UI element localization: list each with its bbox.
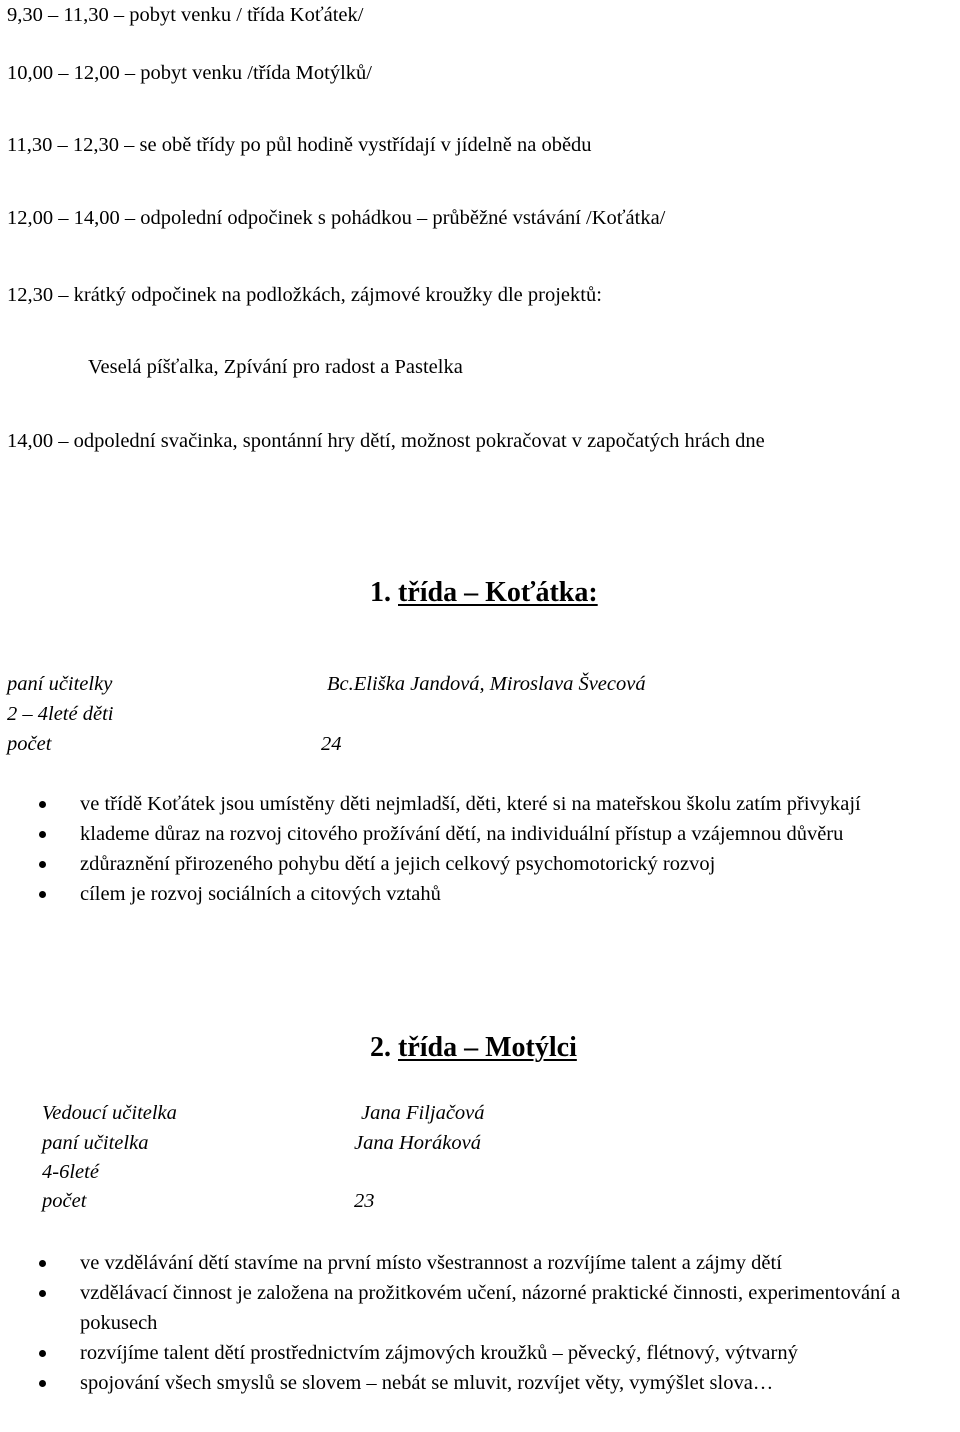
class2-number: 2. <box>370 1032 391 1063</box>
class2-count-label: počet <box>42 1190 87 1212</box>
class1-count-value: 24 <box>321 733 342 755</box>
list-item: cílem je rozvoj sociálních a citových vztahů <box>38 879 958 909</box>
schedule-line: 12,00 – 14,00 – odpolední odpočinek s pohádkou – průběžné vstávání /Koťátka/ <box>7 207 666 229</box>
list-item: rozvíjíme talent dětí prostřednictvím zájmových kroužků – pěvecký, flétnový, výtvarný <box>38 1338 958 1368</box>
class2-count-value: 23 <box>354 1190 375 1212</box>
schedule-line: 14,00 – odpolední svačinka, spontánní hry dětí, možnost pokračovat v započatých hrách dne <box>7 430 765 452</box>
class2-age: 4-6leté <box>42 1161 99 1183</box>
list-item: zdůraznění přirozeného pohybu dětí a jejich celkový psychomotorický rozvoj <box>38 849 958 879</box>
list-item: vzdělávací činnost je založena na prožitkovém učení, názorné praktické činnosti, experimentování a pokusech <box>38 1278 958 1338</box>
class2-lead-label: Vedoucí učitelka <box>42 1102 177 1124</box>
schedule-line: 12,30 – krátký odpočinek na podložkách, zájmové kroužky dle projektů: <box>7 284 602 306</box>
class1-number: 1. <box>370 577 391 608</box>
list-item: ve třídě Koťátek jsou umístěny děti nejmladší, děti, které si na mateřskou školu zatím přivykají <box>38 789 958 819</box>
class1-teachers-label: paní učitelky <box>7 673 113 695</box>
class1-heading <box>370 576 598 610</box>
class2-title: třída – Motýlci <box>398 1032 577 1063</box>
class2-teacher-value: Jana Horáková <box>354 1132 481 1154</box>
class1-teachers-value: Bc.Eliška Jandová, Miroslava Švecová <box>327 673 646 695</box>
schedule-line: 9,30 – 11,30 – pobyt venku / třída Koťátek/ <box>7 4 364 26</box>
schedule-line-continuation: Veselá píšťalka, Zpívání pro radost a Pastelka <box>88 356 463 378</box>
list-item: spojování všech smyslů se slovem – nebát se mluvit, rozvíjet věty, vymýšlet slova… <box>38 1368 958 1398</box>
schedule-line: 10,00 – 12,00 – pobyt venku /třída Motýlků/ <box>7 62 372 84</box>
schedule-line: 11,30 – 12,30 – se obě třídy po půl hodině vystřídají v jídelně na obědu <box>7 134 592 156</box>
class2-bullet-list <box>38 1248 958 1398</box>
class1-title: třída – Koťátka: <box>398 577 598 608</box>
class1-count-label: počet <box>7 733 52 755</box>
class2-heading <box>370 1031 577 1065</box>
class2-teacher-label: paní učitelka <box>42 1132 149 1154</box>
list-item: klademe důraz na rozvoj citového prožívání dětí, na individuální přístup a vzájemnou důvěru <box>38 819 958 849</box>
class1-age: 2 – 4leté děti <box>7 703 114 725</box>
class2-lead-value: Jana Filjačová <box>361 1102 485 1124</box>
class1-bullet-list <box>38 789 958 909</box>
list-item: ve vzdělávání dětí stavíme na první místo všestrannost a rozvíjíme talent a zájmy dětí <box>38 1248 958 1278</box>
